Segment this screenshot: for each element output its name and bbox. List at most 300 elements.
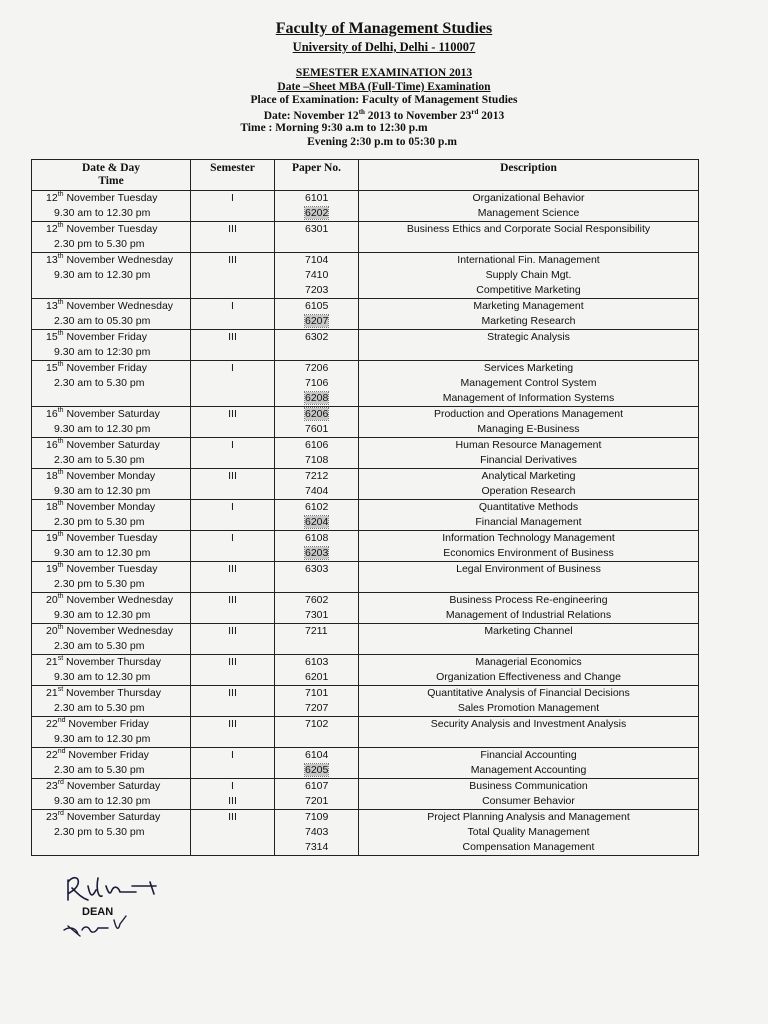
paper-cell (275, 222, 359, 253)
paper-line (275, 593, 358, 608)
paper-number: 7101 (305, 687, 329, 699)
description-cell (359, 717, 699, 748)
date-time-cell (32, 469, 191, 500)
day-number: 16 (46, 439, 58, 451)
day-ordinal: th (57, 531, 64, 538)
paper-cell (275, 438, 359, 469)
day-number: 21 (46, 656, 58, 668)
semester-cell (191, 562, 275, 593)
description-cell (359, 191, 699, 222)
semester-value: I (231, 300, 234, 312)
date-time-cell (32, 686, 191, 717)
paper-number: 7201 (305, 795, 329, 807)
description-cell (359, 655, 699, 686)
paper-number: 6206 (305, 408, 329, 420)
paper-cell (275, 299, 359, 330)
semester-value: III (228, 625, 237, 637)
paper-line (275, 686, 358, 701)
exam-time: 2.30 am to 5.30 pm (54, 764, 145, 776)
day-name: November Friday (65, 718, 149, 730)
table-row (32, 438, 699, 469)
exam-time: 9.30 am to 12.30 pm (54, 671, 151, 683)
paper-line (275, 701, 358, 716)
day-ordinal: st (57, 655, 64, 662)
table-row (32, 748, 699, 779)
semester-value: III (228, 470, 237, 482)
exam-time: 2.30 am to 5.30 pm (54, 702, 145, 714)
semester-cell (191, 624, 275, 655)
paper-cell (275, 407, 359, 438)
semester-value: I (231, 192, 234, 204)
day-name: November Saturday (63, 780, 161, 792)
semester-value: I (231, 362, 234, 374)
date-day (32, 500, 190, 515)
paper-line (275, 546, 358, 561)
paper-line (275, 484, 358, 499)
semester-value: III (228, 795, 237, 807)
semester-cell (191, 717, 275, 748)
description-cell (359, 469, 699, 500)
paper-description: Business Process Re-engineering (449, 594, 608, 606)
description-cell (359, 810, 699, 856)
semester-cell (191, 531, 275, 562)
paper-line (275, 515, 358, 530)
semester-cell (191, 253, 275, 299)
paper-number: 7104 (305, 254, 329, 266)
date-day (32, 469, 190, 484)
description-cell (359, 222, 699, 253)
header-date-label: Date & Day (81, 162, 141, 174)
table-row (32, 686, 699, 717)
date-day (32, 593, 190, 608)
paper-line (275, 779, 358, 794)
semester-cell (191, 330, 275, 361)
day-number: 15 (46, 362, 58, 374)
day-name: November Tuesday (63, 192, 158, 204)
paper-cell (275, 562, 359, 593)
paper-description: Sales Promotion Management (457, 702, 600, 714)
date-time-cell (32, 624, 191, 655)
date-day (32, 191, 190, 206)
date-day (32, 562, 190, 577)
table-row (32, 531, 699, 562)
paper-description: Total Quality Management (467, 826, 590, 838)
exam-time: 9.30 am to 12.30 pm (54, 547, 151, 559)
paper-description: Services Marketing (483, 362, 574, 374)
paper-cell (275, 686, 359, 717)
time-evening: Evening 2:30 p.m to 05:30 p.m (307, 136, 457, 148)
day-name: November Wednesday (63, 254, 174, 266)
paper-number: 7211 (305, 625, 328, 637)
table-row (32, 779, 699, 810)
paper-number: 7301 (305, 609, 329, 621)
description-cell (359, 253, 699, 299)
paper-line (275, 253, 358, 268)
paper-description: Compensation Management (462, 841, 595, 853)
paper-number: 7207 (305, 702, 329, 714)
semester-value: III (228, 594, 237, 606)
semester-value: I (231, 532, 234, 544)
semester-cell (191, 222, 275, 253)
date-day (32, 810, 190, 825)
exam-dates-sup1: th (358, 108, 365, 116)
paper-number: 6203 (305, 547, 329, 559)
paper-cell (275, 748, 359, 779)
semester-cell (191, 500, 275, 531)
semester-value: I (231, 749, 234, 761)
date-time-cell (32, 299, 191, 330)
paper-description: Management Accounting (470, 764, 587, 776)
paper-line (275, 748, 358, 763)
date-time-cell (32, 779, 191, 810)
date-time-cell (32, 562, 191, 593)
table-row (32, 253, 699, 299)
day-ordinal: nd (57, 748, 66, 755)
day-number: 16 (46, 408, 58, 420)
paper-description: Marketing Management (473, 300, 584, 312)
header-description: Description (359, 160, 699, 191)
exam-dates-suffix: 2013 (478, 109, 505, 122)
day-name: November Saturday (63, 811, 161, 823)
header-semester: Semester (191, 160, 275, 191)
paper-number: 7410 (305, 269, 329, 281)
paper-description: Business Ethics and Corporate Social Responsibility (406, 223, 651, 235)
university-line: University of Delhi, Delhi - 110007 (292, 40, 476, 54)
day-number: 21 (46, 687, 58, 699)
paper-description: Economics Environment of Business (443, 547, 614, 559)
paper-description: Production and Operations Management (433, 408, 624, 420)
header-time-label: Time (98, 175, 124, 187)
paper-number: 7314 (305, 841, 329, 853)
table-row (32, 222, 699, 253)
day-name: November Monday (63, 501, 156, 513)
paper-line (275, 531, 358, 546)
paper-line (275, 717, 358, 732)
paper-line (275, 361, 358, 376)
description-cell (359, 299, 699, 330)
description-cell (359, 686, 699, 717)
day-name: November Tuesday (63, 563, 158, 575)
semester-cell (191, 469, 275, 500)
exam-time: 2.30 am to 5.30 pm (54, 640, 145, 652)
paper-line (275, 206, 358, 221)
paper-description: Project Planning Analysis and Management (427, 811, 630, 823)
paper-number: 6202 (305, 207, 329, 219)
paper-number: 7601 (305, 423, 329, 435)
paper-description: International Fin. Management (457, 254, 600, 266)
day-ordinal: th (57, 361, 64, 368)
schedule-body (32, 191, 699, 856)
date-time-cell (32, 191, 191, 222)
paper-number: 6105 (305, 300, 329, 312)
paper-line (275, 191, 358, 206)
exam-dates-sup2: rd (471, 108, 479, 116)
semester-cell (191, 686, 275, 717)
day-number: 19 (46, 532, 58, 544)
paper-description: Marketing Channel (484, 625, 573, 637)
date-day (32, 330, 190, 345)
semester-cell (191, 655, 275, 686)
paper-description: Quantitative Analysis of Financial Decisions (427, 687, 630, 699)
description-cell (359, 748, 699, 779)
paper-description: Managerial Economics (475, 656, 582, 668)
day-ordinal: th (57, 593, 64, 600)
paper-description: Security Analysis and Investment Analysis (430, 718, 627, 730)
paper-description: Information Technology Management (442, 532, 615, 544)
date-time-cell (32, 222, 191, 253)
paper-line (275, 376, 358, 391)
table-row (32, 593, 699, 624)
date-day (32, 686, 190, 701)
table-row (32, 407, 699, 438)
paper-description: Management of Industrial Relations (445, 609, 612, 621)
date-day (32, 299, 190, 314)
paper-number: 6207 (305, 315, 329, 327)
description-cell (359, 593, 699, 624)
paper-description: Organizational Behavior (472, 192, 585, 204)
day-number: 22 (46, 718, 58, 730)
paper-number: 7206 (305, 362, 329, 374)
day-ordinal: th (57, 407, 64, 414)
paper-line (275, 438, 358, 453)
semester-cell (191, 191, 275, 222)
exam-time: 9.30 am to 12.30 pm (54, 207, 151, 219)
description-cell (359, 779, 699, 810)
paper-line (275, 222, 358, 237)
paper-description: Management Science (477, 207, 580, 219)
exam-time: 9.30 am to 12:30 pm (54, 346, 151, 358)
paper-description: Consumer Behavior (482, 795, 575, 807)
date-time-cell (32, 810, 191, 856)
paper-line (275, 670, 358, 685)
exam-time: 2.30 pm to 5.30 pm (54, 516, 145, 528)
table-row (32, 299, 699, 330)
table-row (32, 624, 699, 655)
paper-line (275, 314, 358, 329)
paper-number: 6101 (305, 192, 329, 204)
day-ordinal: th (57, 624, 64, 631)
exam-time: 9.30 am to 12.30 pm (54, 269, 151, 281)
day-ordinal: th (57, 500, 64, 507)
day-ordinal: th (57, 469, 64, 476)
date-day (32, 748, 190, 763)
date-day (32, 779, 190, 794)
semester-value: III (228, 408, 237, 420)
date-day (32, 407, 190, 422)
paper-cell (275, 191, 359, 222)
header-paper-no: Paper No. (275, 160, 359, 191)
paper-number: 7404 (305, 485, 329, 497)
paper-description: Analytical Marketing (481, 470, 576, 482)
time-morning: Time : Morning 9:30 a.m to 12:30 p.m (240, 122, 428, 134)
date-time-cell (32, 407, 191, 438)
semester-value: I (231, 501, 234, 513)
paper-description: Management of Information Systems (442, 392, 615, 404)
paper-cell (275, 330, 359, 361)
paper-description: Supply Chain Mgt. (485, 269, 572, 281)
exam-time: 2.30 pm to 5.30 pm (54, 826, 145, 838)
semester-value: III (228, 563, 237, 575)
day-number: 22 (46, 749, 58, 761)
day-ordinal: th (57, 222, 64, 229)
day-ordinal: th (57, 438, 64, 445)
exam-time: 9.30 am to 12.30 pm (54, 733, 151, 745)
semester-cell (191, 779, 275, 810)
paper-line (275, 299, 358, 314)
table-row (32, 469, 699, 500)
semester-cell (191, 438, 275, 469)
paper-cell (275, 253, 359, 299)
paper-line (275, 391, 358, 406)
description-cell (359, 500, 699, 531)
paper-number: 7109 (305, 811, 329, 823)
description-cell (359, 361, 699, 407)
paper-number: 7106 (305, 377, 329, 389)
semester-cell (191, 361, 275, 407)
paper-cell (275, 531, 359, 562)
paper-number: 7203 (305, 284, 329, 296)
paper-cell (275, 593, 359, 624)
description-cell (359, 330, 699, 361)
paper-cell (275, 469, 359, 500)
description-cell (359, 438, 699, 469)
date-sheet-title: Date –Sheet MBA (Full-Time) Examination (277, 81, 491, 93)
paper-line (275, 840, 358, 855)
day-ordinal: nd (57, 717, 66, 724)
date-time-cell (32, 717, 191, 748)
paper-line (275, 268, 358, 283)
paper-line (275, 422, 358, 437)
paper-description: Marketing Research (481, 315, 576, 327)
semester-value: III (228, 331, 237, 343)
day-number: 15 (46, 331, 58, 343)
semester-value: III (228, 223, 237, 235)
schedule-table (31, 159, 699, 856)
paper-number: 6301 (305, 223, 329, 235)
exam-title: SEMESTER EXAMINATION 2013 (295, 67, 473, 79)
exam-time: 9.30 am to 12.30 pm (54, 423, 151, 435)
table-row (32, 500, 699, 531)
paper-line (275, 608, 358, 623)
paper-cell (275, 624, 359, 655)
day-number: 18 (46, 470, 58, 482)
paper-number: 7403 (305, 826, 329, 838)
date-day (32, 361, 190, 376)
day-ordinal: rd (57, 810, 64, 817)
faculty-title: Faculty of Management Studies (275, 20, 493, 37)
paper-description: Organization Effectiveness and Change (436, 671, 621, 683)
exam-place: Place of Examination: Faculty of Management Studies (250, 94, 518, 106)
paper-number: 6302 (305, 331, 329, 343)
day-number: 20 (46, 594, 58, 606)
table-header-row (32, 160, 699, 191)
day-ordinal: th (57, 253, 64, 260)
semester-value: I (231, 439, 234, 451)
paper-number: 7102 (305, 718, 329, 730)
date-day (32, 624, 190, 639)
exam-time: 9.30 am to 12.30 pm (54, 609, 151, 621)
table-row (32, 330, 699, 361)
exam-dates (0, 108, 768, 122)
paper-line (275, 810, 358, 825)
day-name: November Thursday (63, 687, 161, 699)
semester-cell (191, 748, 275, 779)
paper-line (275, 407, 358, 422)
day-name: November Saturday (63, 408, 160, 420)
day-ordinal: st (57, 686, 64, 693)
paper-number: 6208 (305, 392, 329, 404)
paper-description: Human Resource Management (455, 439, 602, 451)
paper-description: Operation Research (481, 485, 576, 497)
paper-line (275, 624, 358, 639)
table-row (32, 562, 699, 593)
paper-description: Financial Derivatives (480, 454, 577, 466)
day-number: 23 (46, 811, 58, 823)
paper-line (275, 562, 358, 577)
date-time-cell (32, 593, 191, 624)
date-time-cell (32, 531, 191, 562)
date-day (32, 438, 190, 453)
description-cell (359, 562, 699, 593)
date-day (32, 531, 190, 546)
description-cell (359, 407, 699, 438)
date-time-cell (32, 330, 191, 361)
paper-number: 6205 (305, 764, 329, 776)
date-time-cell (32, 655, 191, 686)
paper-line (275, 794, 358, 809)
exam-dates-prefix: Date: November 12 (263, 109, 359, 122)
paper-number: 6204 (305, 516, 329, 528)
paper-number: 7212 (305, 470, 329, 482)
paper-number: 6104 (305, 749, 329, 761)
paper-description: Management Control System (460, 377, 597, 389)
semester-value: III (228, 687, 237, 699)
description-cell (359, 624, 699, 655)
semester-cell (191, 299, 275, 330)
semester-value: III (228, 254, 237, 266)
day-name: November Wednesday (63, 625, 174, 637)
paper-number: 6108 (305, 532, 329, 544)
date-day (32, 222, 190, 237)
paper-description: Legal Environment of Business (456, 563, 601, 575)
exam-time: 2.30 am to 5.30 pm (54, 377, 145, 389)
table-row (32, 717, 699, 748)
day-number: 12 (46, 223, 58, 235)
day-number: 19 (46, 563, 58, 575)
paper-cell (275, 779, 359, 810)
date-day (32, 717, 190, 732)
paper-line (275, 469, 358, 484)
paper-number: 7602 (305, 594, 329, 606)
paper-description: Financial Management (475, 516, 582, 528)
day-number: 13 (46, 300, 58, 312)
paper-description: Business Communication (469, 780, 588, 792)
day-ordinal: th (57, 299, 64, 306)
date-time-cell (32, 438, 191, 469)
paper-description: Managing E-Business (477, 423, 580, 435)
day-ordinal: th (57, 562, 64, 569)
table-row (32, 655, 699, 686)
paper-number: 7108 (305, 454, 329, 466)
day-number: 13 (46, 254, 58, 266)
exam-time: 2.30 pm to 5.30 pm (54, 238, 145, 250)
exam-time: 2.30 pm to 5.30 pm (54, 578, 145, 590)
paper-line (275, 283, 358, 298)
semester-value: III (228, 656, 237, 668)
semester-value: III (228, 718, 237, 730)
semester-cell (191, 407, 275, 438)
day-name: November Wednesday (63, 594, 174, 606)
